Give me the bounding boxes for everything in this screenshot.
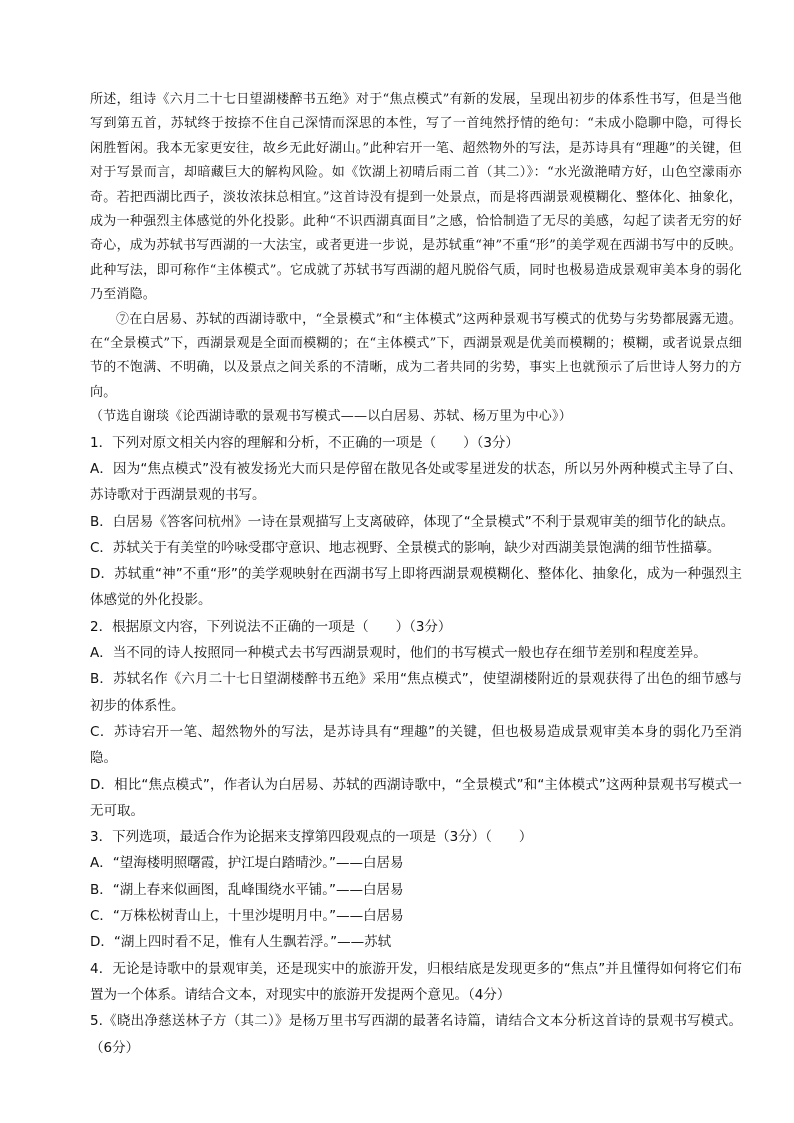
question-stem: 1．下列对原文相关内容的理解和分析，不正确的一项是（ ）（3分） <box>90 434 519 451</box>
option-d: D．苏轼重“神”不重“形”的美学观映射在西湖书写上即将西湖景观模糊化、整体化、抽象化，成为一种强烈主体感觉的外化投影。 <box>90 566 742 609</box>
question-1 <box>90 430 742 614</box>
option-b: B．“湖上春来似画图，乱峰围绕水平铺。”——白居易 <box>90 881 404 898</box>
option-d: D．相比“焦点模式”，作者认为白居易、苏轼的西湖诗歌中，“全景模式”和“主体模式”这两种景观书写模式一无可取。 <box>90 776 742 819</box>
question-stem: 5.《晓出净慈送林子方（其二）》是杨万里书写西湖的最著名诗篇，请结合文本分析这首诗的景观书写模式。（6分） <box>90 1013 742 1056</box>
option-a: A．“望海楼明照曙霞，护江堤白踏晴沙。”——白居易 <box>90 855 404 872</box>
option-c: C．苏诗宕开一笔、超然物外的写法，是苏诗具有“理趣”的关键，但也极易造成景观审美本身的弱化乃至消隐。 <box>90 723 742 767</box>
question-3 <box>90 824 742 955</box>
option-d: D．“湖上四时看不足，惟有人生飘若浮。”——苏轼 <box>90 934 392 951</box>
question-stem: 3．下列选项，最适合作为论据来支撑第四段观点的一项是（3分）（ ） <box>90 829 533 846</box>
option-a: A．当不同的诗人按照同一种模式去书写西湖景观时，他们的书写模式一般也存在细节差别和程度差异。 <box>90 645 707 662</box>
passage-paragraph-6: 所述，组诗《六月二十七日望湖楼醉书五绝》对于“焦点模式”有新的发展，呈现出初步的体系性书写，但是当他写到第五首，苏轼终于按捺不住自己深情而深思的本性，写了一首纯然抒情的绝句：“未成小隐聊中隐，可得长闲胜暂闲。我本无家更安往，故乡无此好湖山。”此种宕开一笔、超然物外的写法，是苏诗具有“理趣”的关键，但对于写景而言，却暗藏巨大的解构风险。如《饮湖上初晴后雨二首（其二）》：“水光潋滟晴方好，山色空濛雨亦奇。若把西湖比西子，淡妆浓抹总相宜。”这首诗没有提到一处景点，而是将西湖景观模糊化、整体化、抽象化，成为一种强烈主体感觉的外化投影。此种“不识西湖真面目”之感，恰恰制造了无尽的美感，勾起了读者无穷的好奇心，成为苏轼书写西湖的一大法宝，或者更进一步说，是苏轼重“神”不重“形”的美学观在西湖书写中的反映。此种写法，即可称作“主体模式”。它成就了苏轼书写西湖的超凡脱俗气质，同时也极易造成景观审美本身的弱化乃至消隐。 <box>90 92 742 303</box>
option-c: C．“万株松树青山上，十里沙堤明月中。”——白居易 <box>90 908 404 925</box>
passage-source: （节选自谢琰《论西湖诗歌的景观书写模式——以白居易、苏轼、杨万里为中心》） <box>90 409 572 425</box>
option-b: B．白居易《答客问杭州》一诗在景观描写上支离破碎，体现了“全景模式”不利于景观审美的细节化的缺点。 <box>90 513 735 530</box>
option-c: C．苏轼关于有美堂的吟咏受郡守意识、地志视野、全景模式的影响，缺少对西湖美景饱满的细节性描摹。 <box>90 539 721 556</box>
option-a: A．因为“焦点模式”没有被发扬光大而只是停留在散见各处或零星迸发的状态，所以另外两种模式主导了白、苏诗歌对于西湖景观的书写。 <box>90 460 742 504</box>
question-5 <box>90 1008 742 1061</box>
exam-page <box>90 88 742 1061</box>
question-stem: 4．无论是诗歌中的景观审美，还是现实中的旅游开发，归根结底是发现更多的“焦点”并且懂得如何将它们布置为一个体系。请结合文本，对现实中的旅游开发提两个意见。（4分） <box>90 960 742 1003</box>
reading-passage <box>90 88 742 430</box>
question-list <box>90 430 742 1061</box>
passage-paragraph-7: ⑦在白居易、苏轼的西湖诗歌中，“全景模式”和“主体模式”这两种景观书写模式的优势与劣势都展露无遗。在“全景模式”下，西湖景观是全面而模糊的；在“主体模式”下，西湖景观是优美而模糊的；模糊，或者说景点细节的不饱满、不明确，以及景点之间关系的不清晰，成为二者共同的劣势，事实上也就预示了后世诗人努力的方向。 <box>90 311 742 400</box>
question-4 <box>90 956 742 1009</box>
question-2 <box>90 614 742 824</box>
question-stem: 2．根据原文内容，下列说法不正确的一项是（ ）（3分） <box>90 618 452 635</box>
option-b: B．苏轼名作《六月二十七日望湖楼醉书五绝》采用“焦点模式”，使望湖楼附近的景观获得了出色的细节感与初步的体系性。 <box>90 671 742 714</box>
